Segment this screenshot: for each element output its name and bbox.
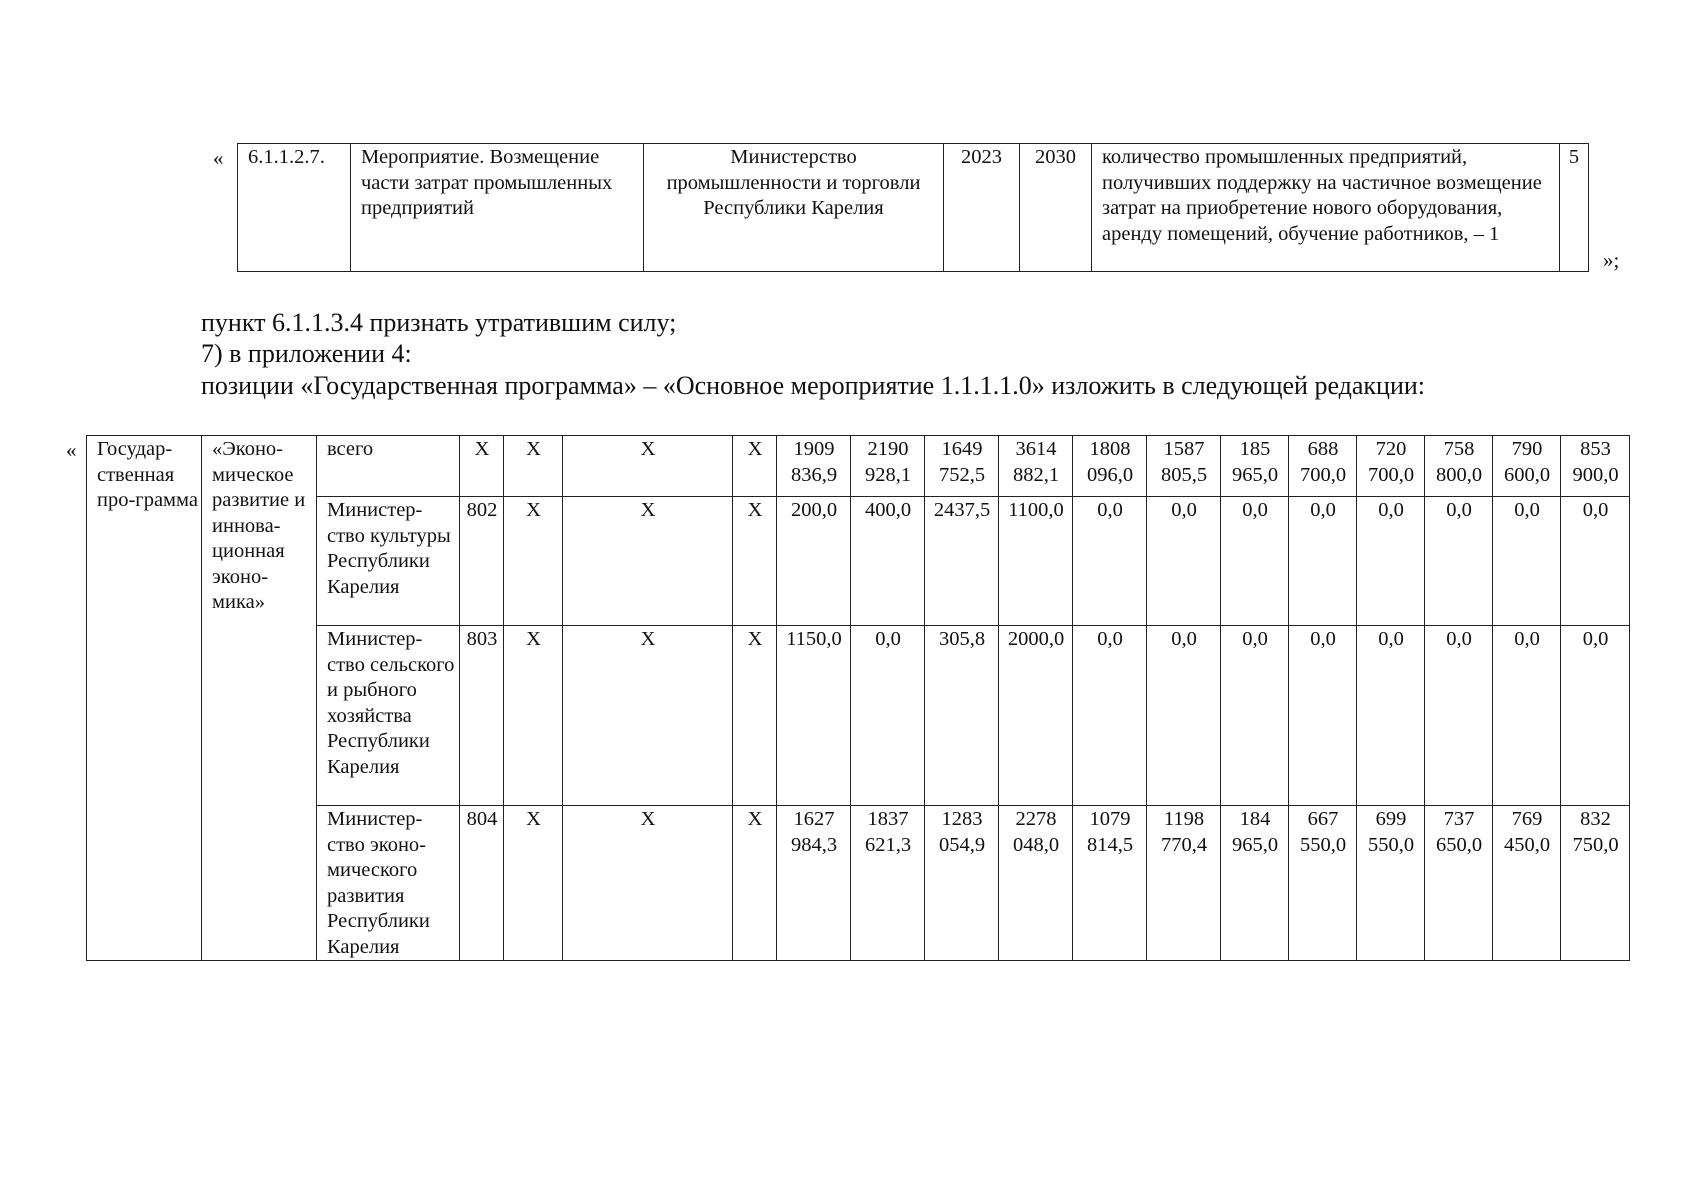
program-name: «Эконо-мическое развитие и иннова-ционная эконо-мика» [202,436,317,961]
measure-link: 5 [1560,144,1589,272]
text-line-3: позиции «Государственная программа» – «Основное мероприятие 1.1.1.1.0» изложить в следующей редакции: [201,371,1426,400]
grbs-cell: 803 [460,626,504,806]
value-cell: 737 650,0 [1425,806,1493,961]
value-cell: 3614 882,1 [999,436,1073,497]
value-cell: 0,0 [1561,497,1630,626]
value-cell: 1649 752,5 [925,436,999,497]
value-cell: 0,0 [1221,626,1289,806]
value-cell: 2190 928,1 [851,436,925,497]
measure-end-year: 2030 [1020,144,1092,272]
rz-cell: X [504,497,563,626]
value-cell: 0,0 [1073,626,1147,806]
value-cell: 184 965,0 [1221,806,1289,961]
measure-executor: Министерство промышленности и торговли Республики Карелия [644,144,944,272]
value-cell: 400,0 [851,497,925,626]
value-cell: 790 600,0 [1493,436,1561,497]
value-cell: 1100,0 [999,497,1073,626]
csr-cell: X [563,806,733,961]
measure-table [237,143,1589,272]
value-cell: 1627 984,3 [777,806,851,961]
measure-start-year: 2023 [944,144,1020,272]
table-row [238,144,1589,272]
value-cell: 769 450,0 [1493,806,1561,961]
value-cell: 200,0 [777,497,851,626]
measure-code: 6.1.1.2.7. [238,144,351,272]
value-cell: 0,0 [1425,497,1493,626]
vr-cell: X [733,436,777,497]
value-cell: 0,0 [1425,626,1493,806]
value-cell: 0,0 [1289,497,1357,626]
value-cell: 1198 770,4 [1147,806,1221,961]
grbs-cell: X [460,436,504,497]
csr-cell: X [563,497,733,626]
value-cell: 2000,0 [999,626,1073,806]
measure-name: Мероприятие. Возмещение части затрат промышленных предприятий [351,144,644,272]
vr-cell: X [733,497,777,626]
rz-cell: X [504,626,563,806]
value-cell: 0,0 [1357,497,1425,626]
rz-cell: X [504,806,563,961]
value-cell: 0,0 [1147,497,1221,626]
value-cell: 688 700,0 [1289,436,1357,497]
value-cell: 0,0 [1221,497,1289,626]
value-cell: 0,0 [1493,626,1561,806]
open-quote-2: « [66,438,77,462]
value-cell: 1283 054,9 [925,806,999,961]
value-cell: 0,0 [1561,626,1630,806]
program-table [86,435,1630,961]
value-cell: 699 550,0 [1357,806,1425,961]
value-cell: 1079 814,5 [1073,806,1147,961]
value-cell: 1909 836,9 [777,436,851,497]
csr-cell: X [563,436,733,497]
vr-cell: X [733,806,777,961]
executor-cell: Министер-ство сельского и рыбного хозяйства Республики Карелия [317,626,460,806]
value-cell: 305,8 [925,626,999,806]
vr-cell: X [733,626,777,806]
value-cell: 0,0 [1357,626,1425,806]
executor-cell: Министер-ство эконо-мического развития Республики Карелия [317,806,460,961]
table-row [87,806,1630,961]
executor-cell: Министер-ство культуры Республики Карелия [317,497,460,626]
value-cell: 0,0 [1147,626,1221,806]
value-cell: 758 800,0 [1425,436,1493,497]
table-row [87,436,1630,497]
value-cell: 0,0 [1289,626,1357,806]
text-line-1: пункт 6.1.1.3.4 признать утратившим силу; [201,308,677,337]
value-cell: 853 900,0 [1561,436,1630,497]
value-cell: 1837 621,3 [851,806,925,961]
program-status: Государ-ственная про-грамма [87,436,202,961]
grbs-cell: 802 [460,497,504,626]
value-cell: 0,0 [1073,497,1147,626]
value-cell: 0,0 [1493,497,1561,626]
rz-cell: X [504,436,563,497]
value-cell: 0,0 [851,626,925,806]
value-cell: 1808 096,0 [1073,436,1147,497]
open-quote: « [213,146,224,170]
value-cell: 667 550,0 [1289,806,1357,961]
value-cell: 2437,5 [925,497,999,626]
table-row [87,497,1630,626]
close-quote: »; [1603,248,1620,272]
value-cell: 1150,0 [777,626,851,806]
grbs-cell: 804 [460,806,504,961]
executor-cell: всего [317,436,460,497]
value-cell: 832 750,0 [1561,806,1630,961]
value-cell: 185 965,0 [1221,436,1289,497]
value-cell: 2278 048,0 [999,806,1073,961]
table-row [87,626,1630,806]
text-line-2: 7) в приложении 4: [201,339,412,368]
csr-cell: X [563,626,733,806]
value-cell: 720 700,0 [1357,436,1425,497]
measure-indicator: количество промышленных предприятий, получивших поддержку на частичное возмещение затрат на приобретение нового оборудования, аренду помещений, обучение работников, – 1 [1092,144,1560,272]
value-cell: 1587 805,5 [1147,436,1221,497]
